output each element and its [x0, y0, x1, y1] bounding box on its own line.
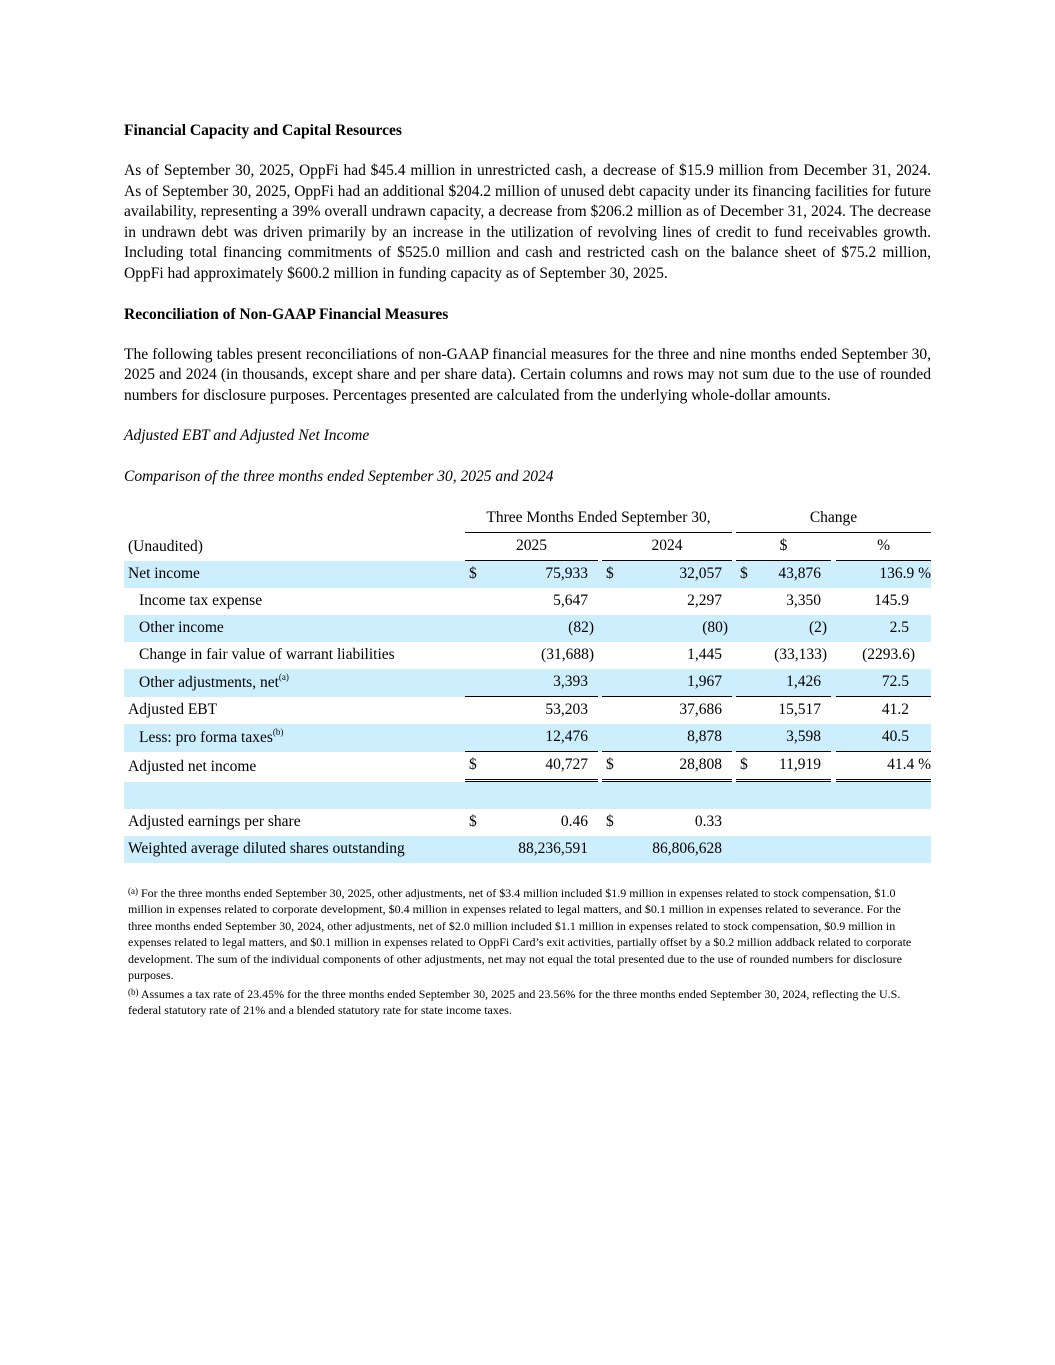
row-label-text: Other adjustments, net: [139, 673, 279, 691]
row-label: [124, 588, 463, 615]
cell-value-2025: [465, 752, 598, 782]
row-label: [124, 782, 463, 809]
cell-value: 145.9: [874, 592, 910, 610]
cell-value: 41.2: [881, 701, 910, 719]
footnotes: [128, 885, 927, 1019]
cell-value-2024: [602, 561, 732, 588]
cell-value-2025: [465, 697, 598, 724]
col-header-2025: 2025: [465, 533, 598, 561]
cell-value: 0.46: [560, 813, 588, 831]
row-label-text: Weighted average diluted shares outstanding: [128, 840, 405, 858]
cell-value-2025: [465, 642, 598, 669]
table-row: [124, 782, 931, 809]
cell-change-dollar: [736, 561, 831, 588]
cell-value-2025: [465, 724, 598, 752]
subheading-adjusted-ebt: Adjusted EBT and Adjusted Net Income: [124, 427, 370, 445]
cell-value: 40,727: [545, 756, 588, 774]
table-row: [124, 752, 931, 782]
cell-value: (31,688): [541, 646, 594, 664]
cell-change-percent: [836, 669, 931, 697]
cell-value: 136.9 %: [879, 565, 932, 583]
cell-value: 11,919: [778, 756, 822, 774]
comparison-caption: Comparison of the three months ended September 30, 2025 and 2024: [124, 467, 554, 485]
financial-capacity-paragraph: As of September 30, 2025, OppFi had $45.4 million in unrestricted cash, a decrease of $15.9 million from December 31, 2024. As of September 30, 2025, OppFi had an additional $204.2 million of unused debt capacity under its financing facilities for future availability, representing a 39% overall undrawn capacity, a decrease from $206.2 million as of December 31, 2024. The decrease in undrawn debt was driven primarily by an increase in the utilization of revolving lines of credit to fund receivables growth. Including total financing commitments of $525.0 million and cash and restricted cash on the balance sheet of $75.2 million, OppFi had approximately $600.2 million in funding capacity as of September 30, 2025.: [124, 162, 931, 282]
cell-value: 41.4 %: [887, 756, 932, 774]
cell-value: 3,393: [553, 673, 588, 691]
currency-symbol: $: [469, 813, 477, 831]
cell-value: 72.5: [881, 673, 910, 691]
cell-value: 1,426: [786, 673, 822, 691]
cell-value: 2.5: [889, 619, 910, 637]
row-label-text: Adjusted earnings per share: [128, 813, 301, 831]
row-label-text: Adjusted net income: [128, 757, 257, 775]
cell-value: 8,878: [687, 728, 723, 746]
table-header-row-2: [124, 533, 931, 561]
cell-value: 75,933: [545, 565, 588, 583]
table-row: [124, 561, 931, 588]
cell-value-2025: [465, 561, 598, 588]
currency-symbol: $: [606, 813, 614, 831]
currency-symbol: $: [606, 756, 614, 774]
cell-change-percent: [836, 642, 931, 669]
footnote-a: [128, 885, 927, 984]
cell-value: 32,057: [679, 565, 723, 583]
cell-change-percent: [836, 588, 931, 615]
row-label-text: Less: pro forma taxes: [139, 728, 273, 746]
col-header-change-percent: %: [836, 533, 931, 561]
row-label: [124, 809, 463, 836]
document-page: [124, 121, 931, 1021]
row-label-text: Income tax expense: [139, 592, 263, 610]
row-label: [124, 669, 463, 697]
cell-change-percent: [836, 615, 931, 642]
reconciliation-table: [124, 505, 931, 863]
footnote-b-marker: (b): [128, 986, 139, 997]
cell-value-2025: [465, 669, 598, 697]
footnote-a-marker: (a): [128, 885, 138, 896]
cell-change-percent: [836, 561, 931, 588]
cell-value-2024: [602, 724, 732, 752]
cell-value: 43,876: [778, 565, 822, 583]
currency-symbol: $: [469, 756, 477, 774]
cell-change-dollar: [736, 724, 831, 752]
cell-value-2025: [465, 588, 598, 615]
table-row: [124, 697, 931, 724]
cell-value: 3,598: [786, 728, 822, 746]
footnote-b: [128, 986, 927, 1019]
cell-value: 53,203: [545, 701, 588, 719]
cell-value-2025: [465, 809, 598, 836]
cell-value: 15,517: [778, 701, 822, 719]
row-label: [124, 836, 463, 863]
cell-value-2024: [602, 588, 732, 615]
table-row: [124, 809, 931, 836]
cell-value-2024: [602, 697, 732, 724]
cell-value-2024: [602, 809, 732, 836]
cell-value: 40.5: [881, 728, 910, 746]
cell-change-dollar: [736, 642, 831, 669]
row-label-text: Net income: [128, 565, 200, 583]
cell-value: 2,297: [687, 592, 723, 610]
unaudited-label: (Unaudited): [128, 537, 203, 555]
cell-value: 1,445: [687, 646, 723, 664]
cell-change-dollar: [736, 669, 831, 697]
row-label: [124, 615, 463, 642]
row-label: [124, 724, 463, 752]
row-label: [124, 561, 463, 588]
currency-symbol: $: [606, 565, 614, 583]
cell-value: 28,808: [679, 756, 723, 774]
table-row: [124, 724, 931, 752]
table-row: [124, 836, 931, 863]
cell-value: (2): [808, 619, 828, 637]
table-header-row-1: [124, 505, 931, 533]
cell-value-2024: [602, 642, 732, 669]
currency-symbol: $: [740, 565, 748, 583]
cell-value: 88,236,591: [518, 840, 588, 858]
currency-symbol: $: [740, 756, 748, 774]
section-heading-non-gaap: Reconciliation of Non-GAAP Financial Measures: [124, 305, 449, 323]
section-heading-financial-capacity: Financial Capacity and Capital Resources: [124, 122, 402, 139]
col-header-2024: 2024: [602, 533, 732, 561]
cell-change-dollar: [736, 697, 831, 724]
cell-change-percent: [836, 752, 931, 782]
footnote-ref: (b): [272, 726, 284, 737]
cell-value-2024: [602, 782, 732, 809]
cell-value: (80): [702, 619, 729, 637]
cell-value: 5,647: [553, 592, 588, 610]
cell-change-percent: [836, 782, 931, 809]
table-row: [124, 642, 931, 669]
cell-value: 12,476: [545, 728, 588, 746]
table-row: [124, 615, 931, 642]
cell-value-2024: [602, 669, 732, 697]
cell-value: 37,686: [679, 701, 723, 719]
cell-value-2024: [602, 615, 732, 642]
table-row: [124, 669, 931, 697]
col-header-change-dollar: $: [736, 533, 831, 561]
cell-value-2025: [465, 615, 598, 642]
group-header-three-months: Three Months Ended September 30,: [465, 505, 732, 533]
cell-change-percent: [836, 809, 931, 836]
cell-value-2025: [465, 836, 598, 863]
cell-value: 1,967: [687, 673, 723, 691]
row-label: [124, 697, 463, 724]
footnote-b-text: Assumes a tax rate of 23.45% for the three months ended September 30, 2025 and 23.56% for the three months ended September 30, 2024, reflecting the U.S. federal statutory rate of 21% and a blended statutory rate for state income taxes.: [128, 986, 901, 1018]
cell-value: (2293.6): [862, 646, 916, 664]
cell-value-2024: [602, 752, 732, 782]
cell-value-2024: [602, 836, 732, 863]
row-label-text: Change in fair value of warrant liabilities: [139, 646, 395, 664]
cell-change-dollar: [736, 782, 831, 809]
cell-value: (33,133): [774, 646, 828, 664]
cell-value: 3,350: [786, 592, 822, 610]
cell-change-percent: [836, 697, 931, 724]
cell-change-dollar: [736, 809, 831, 836]
group-header-change: Change: [736, 505, 931, 533]
cell-value: (82): [568, 619, 594, 637]
row-label-text: Adjusted EBT: [128, 701, 218, 719]
cell-change-dollar: [736, 588, 831, 615]
footnote-a-text: For the three months ended September 30, 2025, other adjustments, net of $3.4 million included $1.9 million in expenses related to stock compensation, $1.0 million in expenses related to corporate development, $0.4 million in expenses related to legal matters, and $0.1 million in expenses related to severance. For the three months ended September 30, 2024, other adjustments, net of $2.0 million included $1.1 million in expenses related to stock compensation, $0.9 million in expenses related to legal matters, and $0.1 million in expenses related to OppFi Card’s exit activities, partially offset by a $0.2 million addback related to corporate development. The sum of the individual components of other adjustments, net may not equal the total presented due to the use of rounded numbers for disclosure purposes.: [128, 885, 912, 983]
currency-symbol: $: [469, 565, 477, 583]
cell-change-dollar: [736, 615, 831, 642]
row-label: [124, 752, 463, 782]
footnote-ref: (a): [278, 671, 289, 682]
cell-value: 0.33: [694, 813, 723, 831]
row-label: [124, 642, 463, 669]
cell-change-dollar: [736, 836, 831, 863]
row-label-text: Other income: [139, 619, 224, 637]
table-row: [124, 588, 931, 615]
cell-change-percent: [836, 836, 931, 863]
cell-value-2025: [465, 782, 598, 809]
cell-change-percent: [836, 724, 931, 752]
cell-change-dollar: [736, 752, 831, 782]
non-gaap-paragraph: The following tables present reconciliations of non-GAAP financial measures for the three and nine months ended September 30, 2025 and 2024 (in thousands, except share and per share data). Certain columns and rows may not sum due to the use of rounded numbers for disclosure purposes. Percentages presented are calculated from the underlying whole-dollar amounts.: [124, 345, 931, 404]
cell-value: 86,806,628: [652, 840, 723, 858]
